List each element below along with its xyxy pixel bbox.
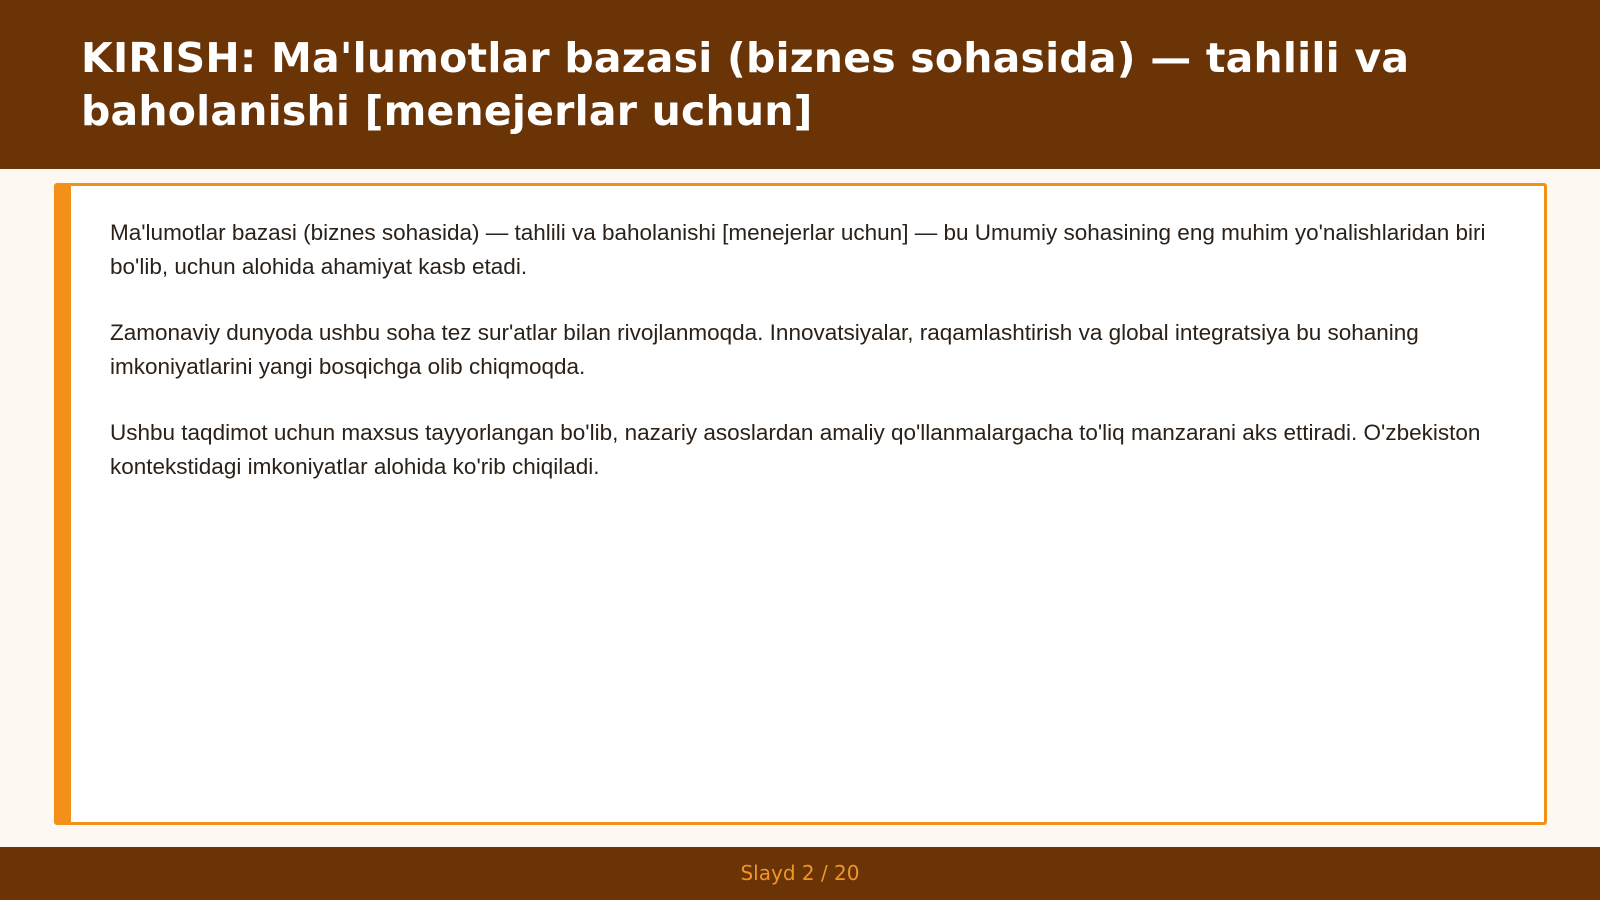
paragraph-modern-world: Zamonaviy dunyoda ushbu soha tez sur'atlar bilan rivojlanmoqda. Innovatsiyalar, raqamlashtirish va global integratsiya bu sohaning imkoniyatlarini yangi bosqichga olib chiqmoqda. bbox=[110, 320, 1419, 379]
paragraph-presentation-scope: Ushbu taqdimot uchun maxsus tayyorlangan bo'lib, nazariy asoslardan amaliy qo'llanmalargacha to'liq manzarani aks ettiradi. O'zbekiston kontekstidagi imkoniyatlar alohida ko'rib chiqiladi. bbox=[110, 420, 1481, 479]
content-panel bbox=[54, 183, 1547, 825]
paragraph-intro: Ma'lumotlar bazasi (biznes sohasida) — tahlili va baholanishi [menejerlar uchun] — bu Umumiy sohasining eng muhim yo'nalishlaridan biri bo'lib, uchun alohida ahamiyat kasb etadi. bbox=[110, 220, 1486, 279]
slide-header bbox=[0, 0, 1600, 169]
slide-footer bbox=[0, 847, 1600, 900]
slide-title: KIRISH: Ma'lumotlar bazasi (biznes sohasida) — tahlili va baholanishi [menejerlar uchun] bbox=[81, 34, 1410, 135]
slide-counter: Slayd 2 / 20 bbox=[740, 861, 860, 885]
